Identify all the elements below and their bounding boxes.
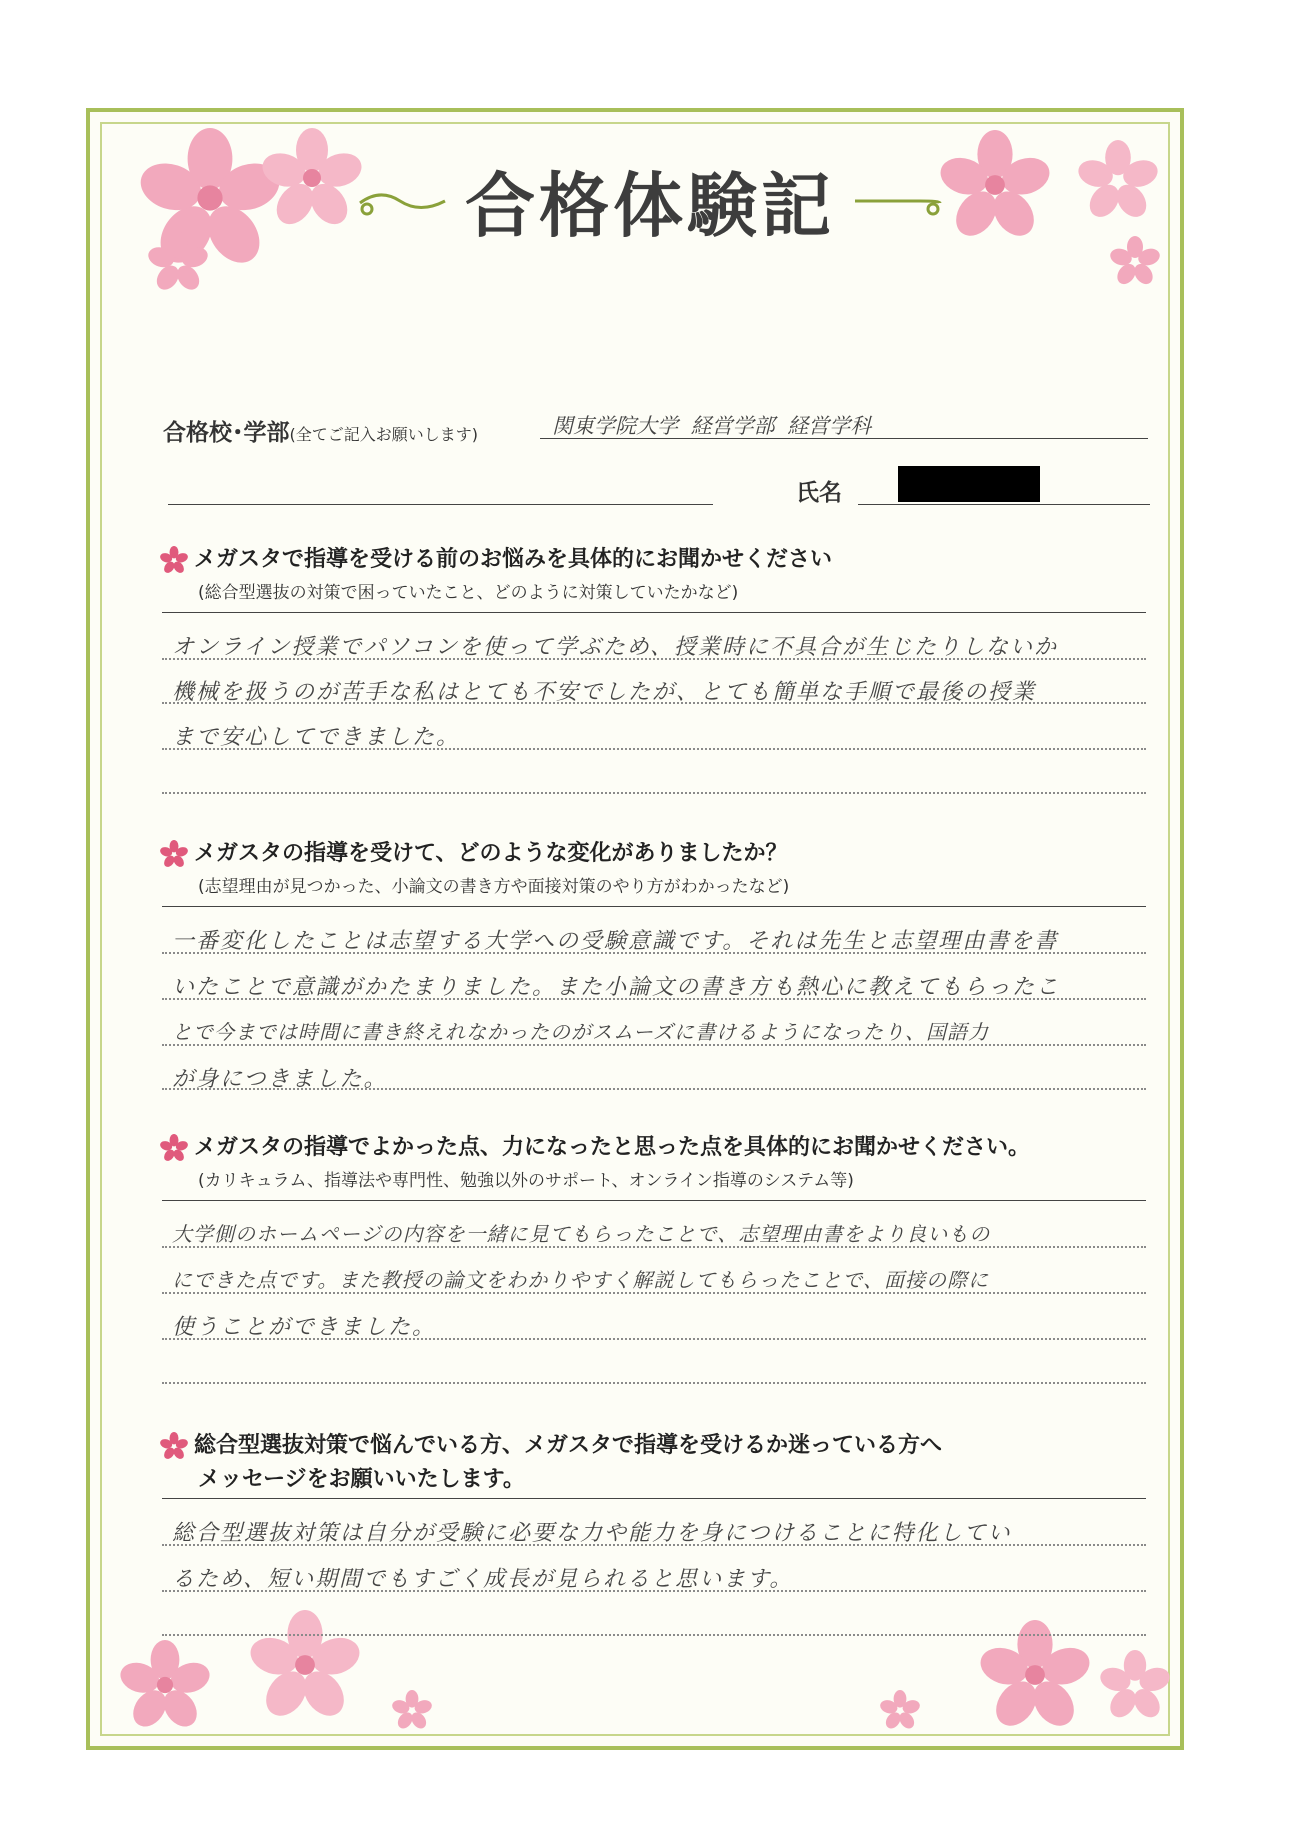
cherry-blossom-bottom-right2-icon: [1100, 1650, 1170, 1720]
school-field-underline: [540, 438, 1148, 439]
name-redaction: [898, 466, 1040, 502]
section-4-rule: [162, 1498, 1146, 1499]
section-1-dotted-line-1: [162, 658, 1146, 660]
section-3-question: [160, 1130, 1030, 1162]
section-2-answer-line-2: いたことで意識がかたまりました。また小論文の書き方も熱心に教えてもらったこ: [172, 975, 1061, 1000]
section-3-dotted-line-4: [162, 1382, 1146, 1384]
section-3-dotted-line-2: [162, 1292, 1146, 1294]
section-4-dotted-line-1: [162, 1544, 1146, 1546]
section-4-dotted-line-3: [162, 1634, 1146, 1636]
section-1-dotted-line-4: [162, 792, 1146, 794]
section-2-dotted-line-3: [162, 1044, 1146, 1046]
section-1-rule: [162, 612, 1146, 613]
section-4-question-text: 総合型選抜対策で悩んでいる方、メガスタで指導を受けるか迷っている方へ: [194, 1433, 943, 1458]
section-4-answer-line-2: るため、短い期間でもすごく成長が見られると思います。: [172, 1567, 794, 1592]
cherry-blossom-bottom-left2-icon: [250, 1610, 360, 1720]
school-field-value: 関東学院大学 経営学部 経営学科: [552, 414, 872, 438]
school-field-label: 合格校･学部: [163, 420, 290, 446]
section-3-answer-line-1: 大学側のホームページの内容を一緒に見てもらったことで、志望理由書をより良いもの: [172, 1222, 991, 1246]
section-2-question: [160, 836, 788, 868]
section-2-question-text: メガスタの指導を受けて、どのような変化がありましたか？: [194, 841, 788, 866]
title-area: [0, 150, 1300, 251]
section-4-question-line-2: メッセージをお願いいたします。: [198, 1467, 525, 1492]
section-3-rule: [162, 1200, 1146, 1201]
section-2-dotted-line-4: [162, 1088, 1146, 1090]
sakura-bullet-icon: [160, 1134, 188, 1162]
section-3-answer-line-2: にできた点です。また教授の論文をわかりやすく解説してもらったことで、面接の際に: [172, 1268, 989, 1292]
flourish-right-icon: [850, 183, 945, 219]
section-1-answer-line-1: オンライン授業でパソコンを使って学ぶため、授業時に不具合が生じたりしないか: [172, 635, 1059, 660]
name-field-underline: [858, 504, 1150, 505]
section-2-answer-line-4: が身につきました。: [172, 1067, 388, 1092]
cherry-blossom-bottom-left-icon: [120, 1640, 210, 1730]
section-3-subtext: (カリキュラム、指導法や専門性、勉強以外のサポート、オンライン指導のシステム等): [198, 1171, 854, 1191]
section-2-dotted-line-1: [162, 952, 1146, 954]
section-1-subtext: (総合型選抜の対策で困っていたこと、どのように対策していたかなど): [198, 583, 739, 603]
section-1-question-text: メガスタで指導を受ける前のお悩みを具体的にお聞かせください: [194, 547, 833, 572]
sakura-bullet-icon: [160, 546, 188, 574]
school-field-note: (全てご記入お願いします): [289, 425, 478, 444]
section-2-subtext: (志望理由が見つかった、小論文の書き方や面接対策のやり方がわかったなど): [198, 877, 790, 897]
blank-underline: [168, 504, 713, 505]
section-3-dotted-line-3: [162, 1338, 1146, 1340]
cherry-blossom-bottom-right3-icon: [880, 1690, 920, 1730]
flourish-left-icon: [355, 183, 450, 219]
page-title: 合格体験記: [465, 164, 835, 247]
section-3-dotted-line-1: [162, 1246, 1146, 1248]
name-field-label: 氏名: [796, 480, 842, 506]
section-1-dotted-line-2: [162, 702, 1146, 704]
section-3-answer-line-3: 使うことができました。: [172, 1315, 437, 1340]
sakura-bullet-icon: [160, 840, 188, 868]
section-4-answer-line-1: 総合型選抜対策は自分が受験に必要な力や能力を身につけることに特化してい: [172, 1521, 1012, 1546]
section-1-dotted-line-3: [162, 748, 1146, 750]
section-4-dotted-line-2: [162, 1590, 1146, 1592]
section-2-dotted-line-2: [162, 998, 1146, 1000]
section-1-question: [160, 542, 832, 574]
section-2-answer-line-1: 一番変化したことは志望する大学への受験意識です。それは先生と志望理由書を書: [172, 929, 1059, 954]
section-2-rule: [162, 906, 1146, 907]
section-2-answer-line-3: とで今までは時間に書き終えれなかったのがスムーズに書けるようになったり、国語力: [172, 1020, 989, 1044]
section-4-question: [160, 1428, 942, 1460]
sakura-bullet-icon: [160, 1432, 188, 1460]
school-field-label-row: [163, 414, 478, 447]
section-3-question-text: メガスタの指導でよかった点、力になったと思った点を具体的にお聞かせください。: [194, 1135, 1031, 1160]
cherry-blossom-bottom-mid-icon: [392, 1690, 432, 1730]
section-1-answer-line-3: まで安心してできました。: [172, 725, 461, 750]
cherry-blossom-bottom-right-icon: [980, 1620, 1090, 1730]
section-1-answer-line-2: 機械を扱うのが苦手な私はとても不安でしたが、とても簡単な手順で最後の授業: [172, 680, 1037, 705]
